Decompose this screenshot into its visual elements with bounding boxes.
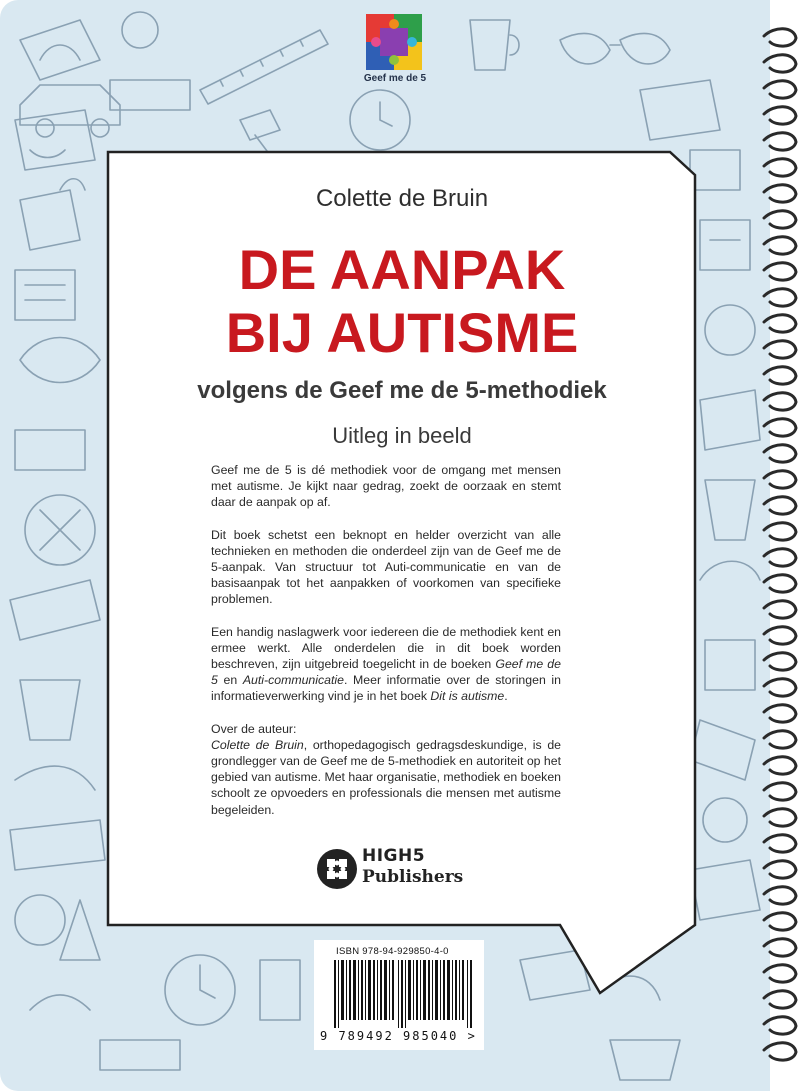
author-name: Colette de Bruin: [315, 185, 489, 212]
blurb-p3-text-c: en: [217, 673, 243, 688]
about-author-heading: Over de auteur:: [211, 721, 297, 736]
publisher-logo: [316, 846, 476, 894]
blurb-text: [211, 462, 561, 834]
book-title: [110, 238, 694, 364]
blurb-p3-text-g: .: [504, 689, 508, 704]
book-ref-geef-me-de-5: Geef me de 5: [211, 657, 561, 688]
title-line-1: DE AANPAK: [238, 238, 566, 301]
publisher-name: [362, 846, 463, 888]
book-tagline: Uitleg in beeld: [332, 423, 472, 448]
blurb-paragraph-1: Geef me de 5 is dé methodiek voor de omgang met mensen met autisme. Je kijkt naar gedrag, zoekt de oorzaak en stemt daar de aanpak op af.: [211, 463, 561, 510]
publisher-name-line-1: HIGH5: [362, 846, 426, 866]
about-author-paragraph: [211, 737, 561, 818]
book-subtitle: volgens de Geef me de 5-methodiek: [197, 377, 607, 404]
logo-label: Geef me de 5: [363, 73, 427, 84]
isbn-barcode: [314, 940, 484, 1050]
high5-puzzle-icon: [316, 848, 358, 890]
publisher-name-line-2: Publishers: [362, 867, 464, 887]
blurb-p3-text-a: Een handig naslagwerk voor iedereen die de methodiek kent en ermee werkt. Alle onderdelen die in dit boek worden beschreven, zijn uitgebreid toegelicht in de boeken: [211, 624, 561, 672]
isbn-label: ISBN 978-94-929850-4-0: [336, 946, 449, 957]
title-line-2: BIJ AUTISME: [225, 301, 579, 364]
book-ref-dit-is-autisme: Dit is autisme: [430, 689, 505, 704]
about-author-text: , orthopedagogisch gedragsdeskundige, is de grondlegger van de Geef me de 5-methodiek en autoriteit op het gebied van autisme. Met haar organisatie, methodiek en boeken schoolt ze opvoeders en professionals die mensen met autisme begeleiden.: [211, 737, 562, 817]
blurb-p3-text-e: . Meer informatie over de storingen in informatieverwerking vind je in het boek: [211, 673, 561, 704]
about-author-name: Colette de Bruin: [211, 737, 304, 752]
barcode-bars: [334, 960, 474, 1028]
book-ref-auti-communicatie: Auti-communicatie: [242, 673, 344, 688]
blurb-paragraph-3: [211, 624, 561, 705]
barcode-number: 9 789492 985040 >: [320, 1029, 477, 1043]
blurb-paragraph-2: Dit boek schetst een beknopt en helder overzicht van alle technieken en methoden die onderdeel zijn van de Geef me de 5-aanpak. Van structuur tot Auti-communicatie en van de basisaanpak tot het aanpakken of voorkomen van specifieke problemen.: [211, 527, 561, 607]
